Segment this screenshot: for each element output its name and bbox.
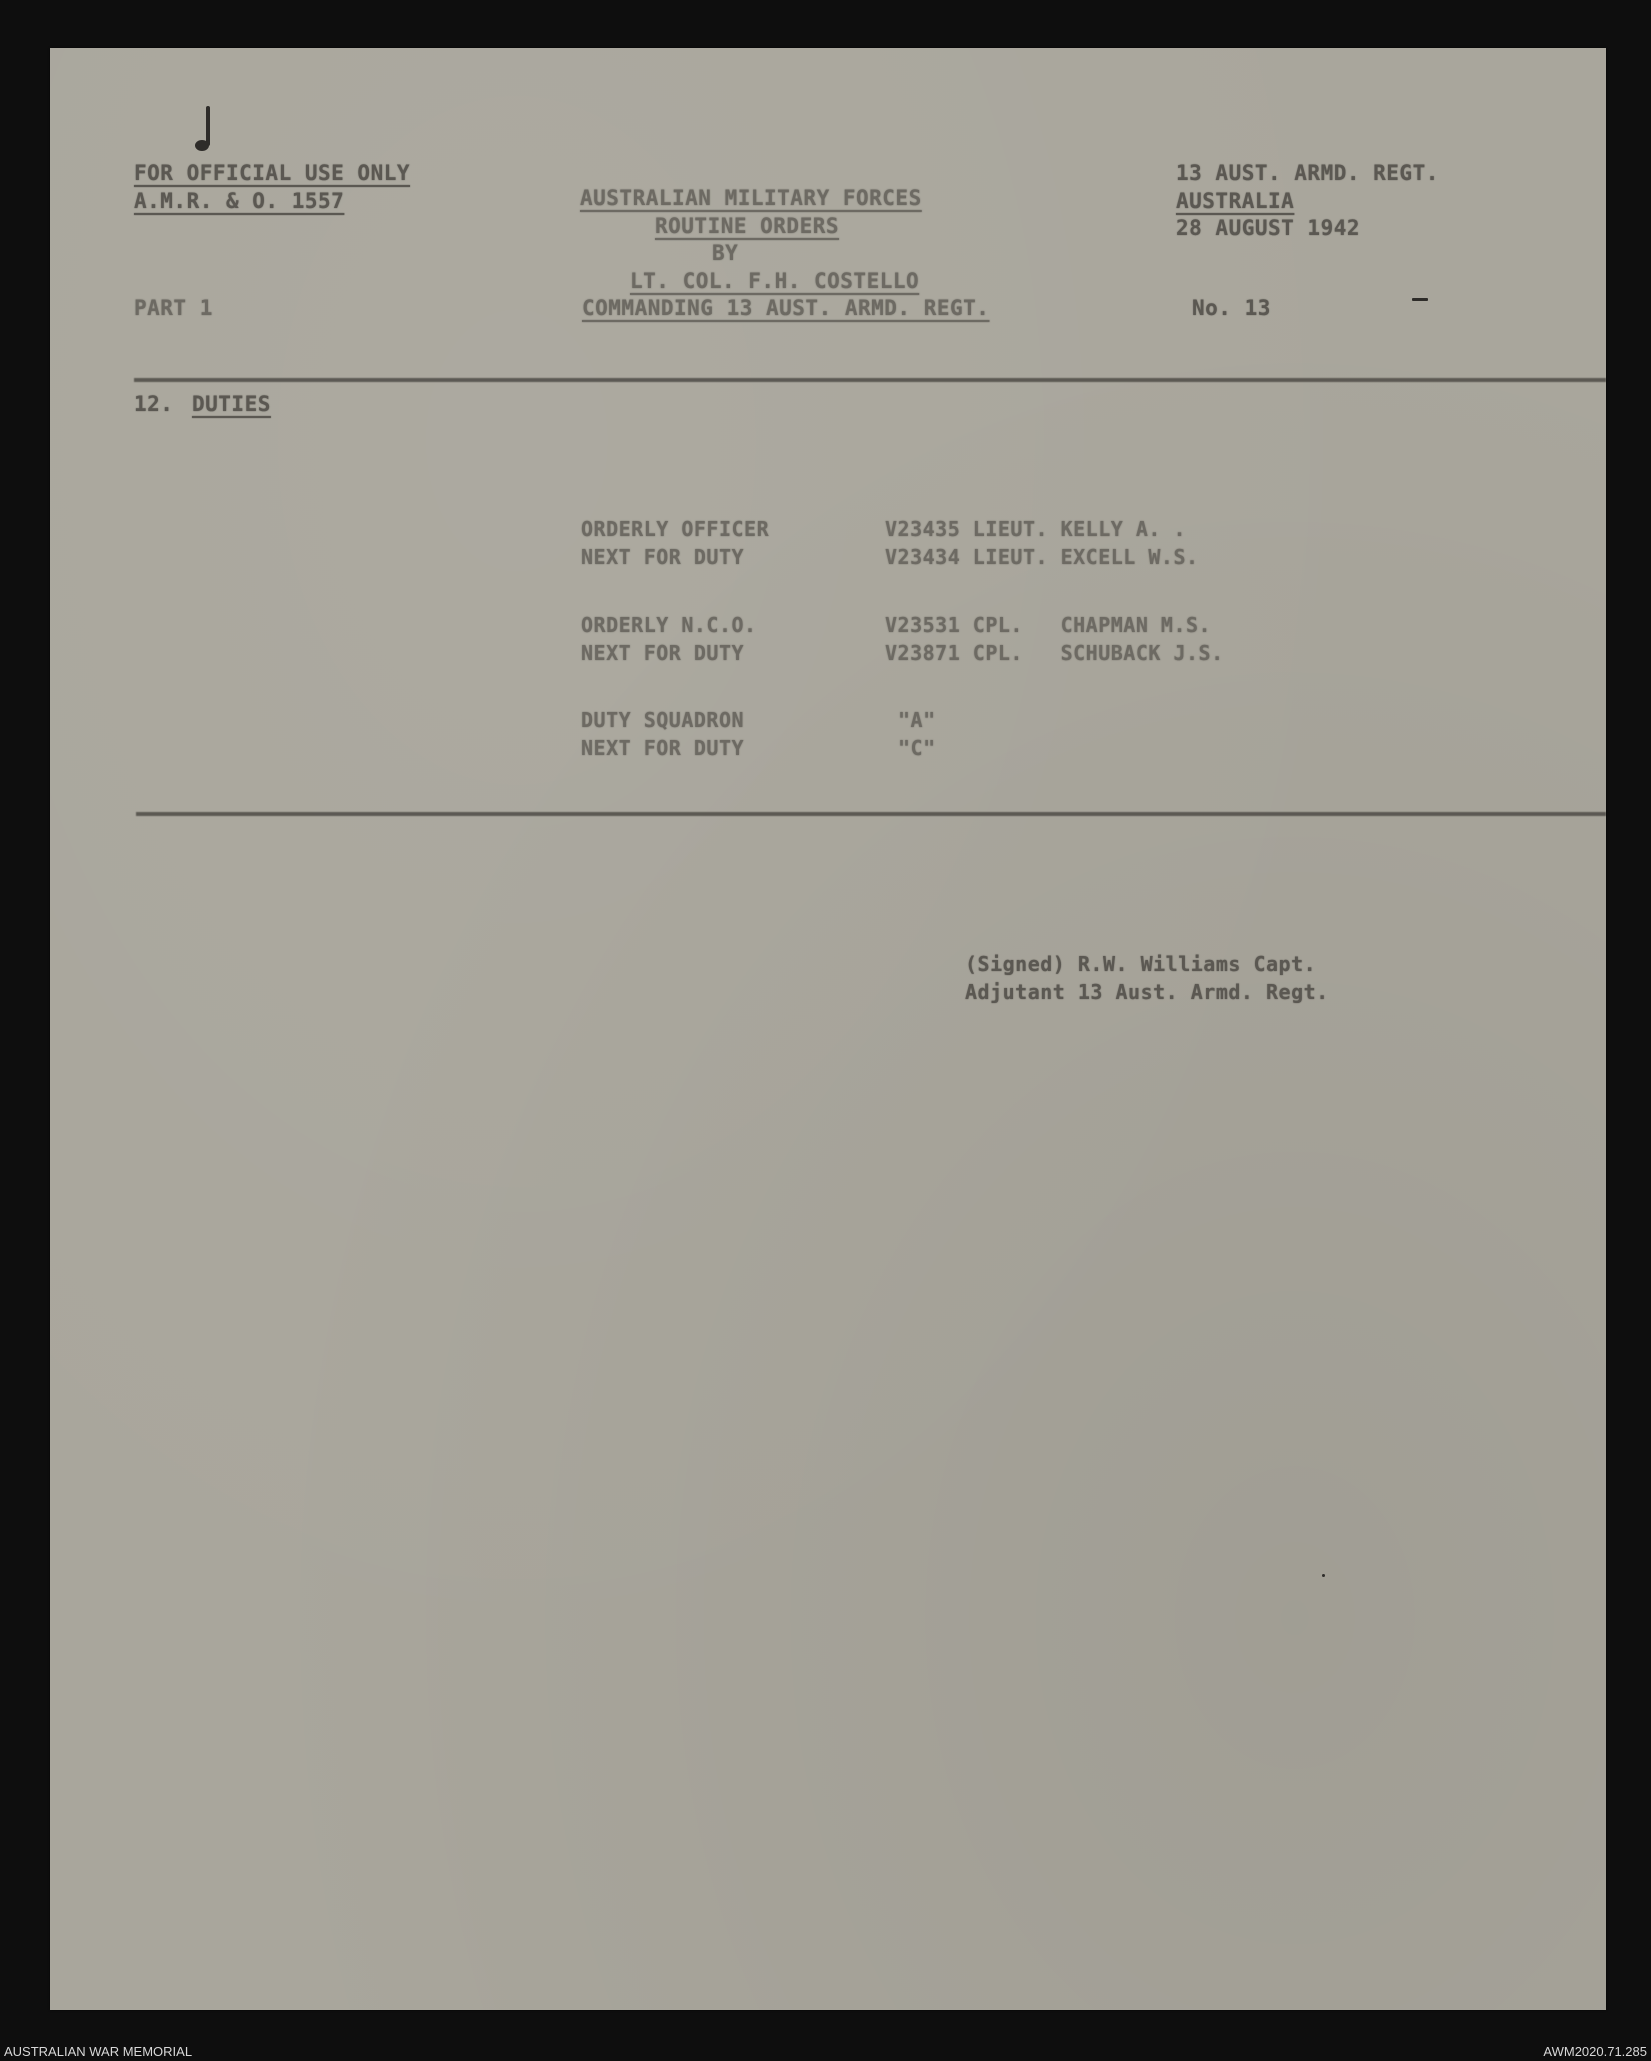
duty-detail: "C" bbox=[898, 736, 936, 760]
official-use-label: FOR OFFICIAL USE ONLY bbox=[134, 161, 411, 185]
footer-catalog-number: AWM2020.71.285 bbox=[1543, 2044, 1647, 2059]
duty-detail: "A" bbox=[898, 708, 936, 732]
punch-mark bbox=[1412, 298, 1428, 301]
signature-line: (Signed) R.W. Williams Capt. bbox=[965, 952, 1317, 976]
unit-label: 13 AUST. ARMD. REGT. bbox=[1176, 161, 1439, 185]
section-number: 12. bbox=[134, 392, 174, 416]
by-label: BY bbox=[712, 241, 739, 265]
commander-name: LT. COL. F.H. COSTELLO bbox=[630, 269, 920, 293]
duty-role: NEXT FOR DUTY bbox=[581, 736, 745, 760]
orders-title: ROUTINE ORDERS bbox=[655, 214, 840, 238]
duty-role: ORDERLY N.C.O. bbox=[581, 613, 757, 637]
adjutant-line: Adjutant 13 Aust. Armd. Regt. bbox=[965, 980, 1329, 1004]
part-label: PART 1 bbox=[134, 296, 213, 320]
order-number: No. 13 bbox=[1192, 296, 1271, 320]
document-page bbox=[50, 48, 1606, 2010]
header-divider bbox=[134, 378, 1606, 382]
duty-role: NEXT FOR DUTY bbox=[581, 545, 745, 569]
date-label: 28 AUGUST 1942 bbox=[1176, 216, 1361, 240]
duty-detail: V23435 LIEUT. KELLY A. . bbox=[885, 517, 1186, 541]
duty-role: NEXT FOR DUTY bbox=[581, 641, 745, 665]
ink-blot bbox=[195, 140, 209, 151]
org-title: AUSTRALIAN MILITARY FORCES bbox=[580, 186, 922, 210]
duty-role: DUTY SQUADRON bbox=[581, 708, 745, 732]
location-label: AUSTRALIA bbox=[1176, 189, 1295, 213]
duty-detail: V23871 CPL. SCHUBACK J.S. bbox=[885, 641, 1224, 665]
speck bbox=[1322, 1574, 1325, 1577]
ink-mark bbox=[206, 106, 210, 146]
duties-divider bbox=[136, 812, 1606, 816]
duty-detail: V23434 LIEUT. EXCELL W.S. bbox=[885, 545, 1199, 569]
commanding-unit: COMMANDING 13 AUST. ARMD. REGT. bbox=[582, 296, 990, 320]
section-title: DUTIES bbox=[192, 392, 271, 416]
duty-role: ORDERLY OFFICER bbox=[581, 517, 770, 541]
footer-credit: AUSTRALIAN WAR MEMORIAL bbox=[4, 2044, 193, 2059]
duty-detail: V23531 CPL. CHAPMAN M.S. bbox=[885, 613, 1212, 637]
reference-label: A.M.R. & O. 1557 bbox=[134, 189, 345, 213]
